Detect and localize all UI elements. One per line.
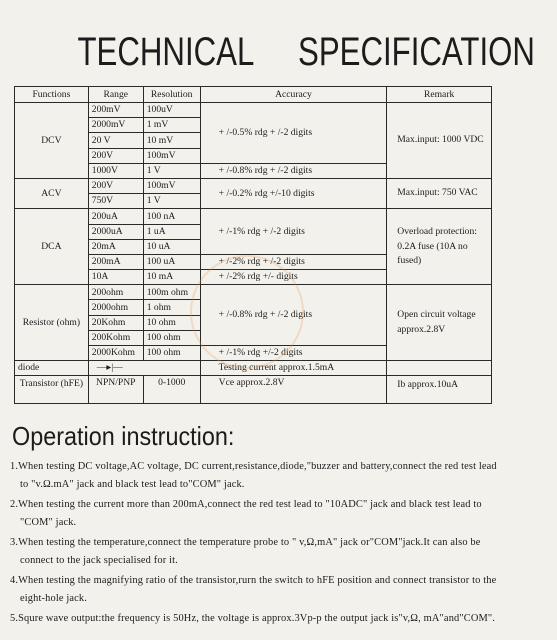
header-remark: Remark <box>387 87 492 103</box>
resolution-cell: 10 mA <box>143 270 200 285</box>
title-word-specification: SPECIFICATION <box>298 30 535 74</box>
list-item: 5.Squre wave output:the frequency is 50Hz, the voltage is approx.3Vp-p the output jack is"v,Ω, mA"and"COM". <box>10 613 496 624</box>
page-title <box>56 30 535 75</box>
resolution-cell: 100 ohm <box>143 346 200 361</box>
range-cell: 20Kohm <box>88 315 143 330</box>
table-row <box>15 285 492 300</box>
resolution-cell: 1 mV <box>143 118 200 133</box>
table-row <box>15 361 492 376</box>
function-dca: DCA <box>15 209 89 285</box>
range-cell: 2000mV <box>88 118 143 133</box>
resolution-cell: 1 ohm <box>143 300 200 315</box>
title-word-technical: TECHNICAL <box>77 30 255 74</box>
remark-transistor: Ib approx.10uA <box>387 376 492 404</box>
resolution-cell: 100mV <box>143 178 200 193</box>
resolution-cell: 1 uA <box>143 224 200 239</box>
range-cell: 20 V <box>88 133 143 148</box>
header-resolution: Resolution <box>143 87 200 103</box>
function-dcv: DCV <box>15 103 89 179</box>
range-cell: 2000uA <box>88 224 143 239</box>
resolution-cell: 100 uA <box>143 254 200 269</box>
range-cell: 200ohm <box>88 285 143 300</box>
remark-dcv: Max.input: 1000 VDC <box>387 103 492 179</box>
range-cell: 200Kohm <box>88 330 143 345</box>
diode-symbol-icon: —▸|— <box>88 361 200 376</box>
resolution-cell: 10 uA <box>143 239 200 254</box>
table-header-row <box>15 87 492 103</box>
range-cell: NPN/PNP <box>88 376 143 404</box>
resolution-cell: 1 V <box>143 194 200 209</box>
range-cell: 200V <box>88 178 143 193</box>
resolution-cell: 100m ohm <box>143 285 200 300</box>
remark-dca: Overload protection: 0.2A fuse (10A no fused) <box>387 209 492 285</box>
accuracy-cell: + /-0.8% rdg + /-2 digits <box>200 285 387 346</box>
resolution-cell: 100 ohm <box>143 330 200 345</box>
remark-acv: Max.input: 750 VAC <box>387 178 492 208</box>
resolution-cell: 10 mV <box>143 133 200 148</box>
range-cell: 200mV <box>88 103 143 118</box>
list-item: 1.When testing DC voltage,AC voltage, DC current,resistance,diode,"buzzer and battery,connect the red test lead to "v.Ω.mA" jack and black test lead to"COM" jack. <box>10 461 497 490</box>
list-item: 3.When testing the temperature,connect the temperature probe to " v,Ω,mA" jack or"COM"jack.It can also be connect to the jack specialised for it. <box>10 537 481 566</box>
remark-diode <box>387 361 492 376</box>
function-transistor: Transistor (hFE) <box>15 376 89 404</box>
accuracy-cell: + /-0.5% rdg + /-2 digits <box>200 103 387 164</box>
resolution-cell: 100 nA <box>143 209 200 224</box>
accuracy-cell: + /-2% rdg + /-2 digits <box>200 254 387 269</box>
range-cell: 2000ohm <box>88 300 143 315</box>
resolution-cell: 100uV <box>143 103 200 118</box>
list-item: 2.When testing the current more than 200mA,connect the red test lead to "10ADC" jack and black test lead to "COM" jack. <box>10 499 482 528</box>
list-item: 4.When testing the magnifying ratio of the transistor,rurn the switch to hFE position and connect transistor to the eight-hole jack. <box>10 575 497 604</box>
range-cell: 10A <box>88 270 143 285</box>
resolution-cell: 100mV <box>143 148 200 163</box>
specification-table <box>14 86 492 404</box>
range-cell: 200V <box>88 148 143 163</box>
table-row <box>15 178 492 193</box>
function-resistor: Resistor (ohm) <box>15 285 89 361</box>
resolution-cell: 0-1000 <box>143 376 200 404</box>
range-cell: 750V <box>88 194 143 209</box>
accuracy-cell: + /-0.8% rdg + /-2 digits <box>200 163 387 178</box>
header-functions: Functions <box>15 87 89 103</box>
table-row <box>15 209 492 224</box>
table-row <box>15 103 492 118</box>
accuracy-cell: + /-1% rdg +/-2 digits <box>200 346 387 361</box>
range-cell: 2000Kohm <box>88 346 143 361</box>
header-accuracy: Accuracy <box>200 87 387 103</box>
function-diode: diode <box>15 361 89 376</box>
operation-list <box>0 458 504 630</box>
accuracy-cell: Vce approx.2.8V <box>200 376 387 404</box>
range-cell: 1000V <box>88 163 143 178</box>
function-acv: ACV <box>15 178 89 208</box>
resolution-cell: 1 V <box>143 163 200 178</box>
accuracy-cell: + /-2% rdg +/- digits <box>200 270 387 285</box>
range-cell: 200uA <box>88 209 143 224</box>
range-cell: 20mA <box>88 239 143 254</box>
resolution-cell: 10 ohm <box>143 315 200 330</box>
header-range: Range <box>88 87 143 103</box>
operation-heading: Operation instruction: <box>12 421 235 451</box>
accuracy-cell: + /-0.2% rdg +/-10 digits <box>200 178 387 208</box>
table-row <box>15 376 492 404</box>
remark-resistor: Open circuit voltage approx.2.8V <box>387 285 492 361</box>
accuracy-cell: + /-1% rdg + /-2 digits <box>200 209 387 255</box>
range-cell: 200mA <box>88 254 143 269</box>
diode-note: Testing current approx.1.5mA <box>200 361 387 376</box>
